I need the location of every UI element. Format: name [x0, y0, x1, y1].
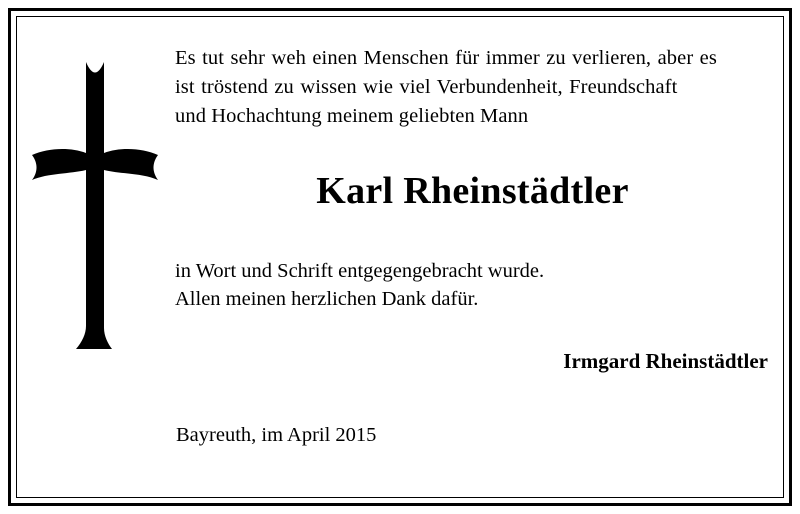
signature-name: Irmgard Rheinstädtler [563, 349, 768, 373]
intro-line-2: ist tröstend zu wissen wie viel Verbundenheit, Freundschaft [175, 76, 678, 98]
notice-content [175, 44, 770, 374]
deceased-name: Karl Rheinstädtler [316, 170, 629, 212]
intro-line-3: und Hochachtung meinem geliebten Mann [175, 105, 529, 127]
christian-cross-icon [30, 60, 160, 350]
closing-line-2: Allen meinen herzlichen Dank dafür. [175, 288, 479, 310]
intro-text [175, 44, 770, 131]
place-and-date: Bayreuth, im April 2015 [176, 424, 377, 446]
intro-line-1: Es tut sehr weh einen Menschen für immer zu verlieren, aber es [175, 47, 717, 69]
closing-line-1: in Wort und Schrift entgegengebracht wurde. [175, 260, 545, 282]
closing-text [175, 257, 770, 313]
